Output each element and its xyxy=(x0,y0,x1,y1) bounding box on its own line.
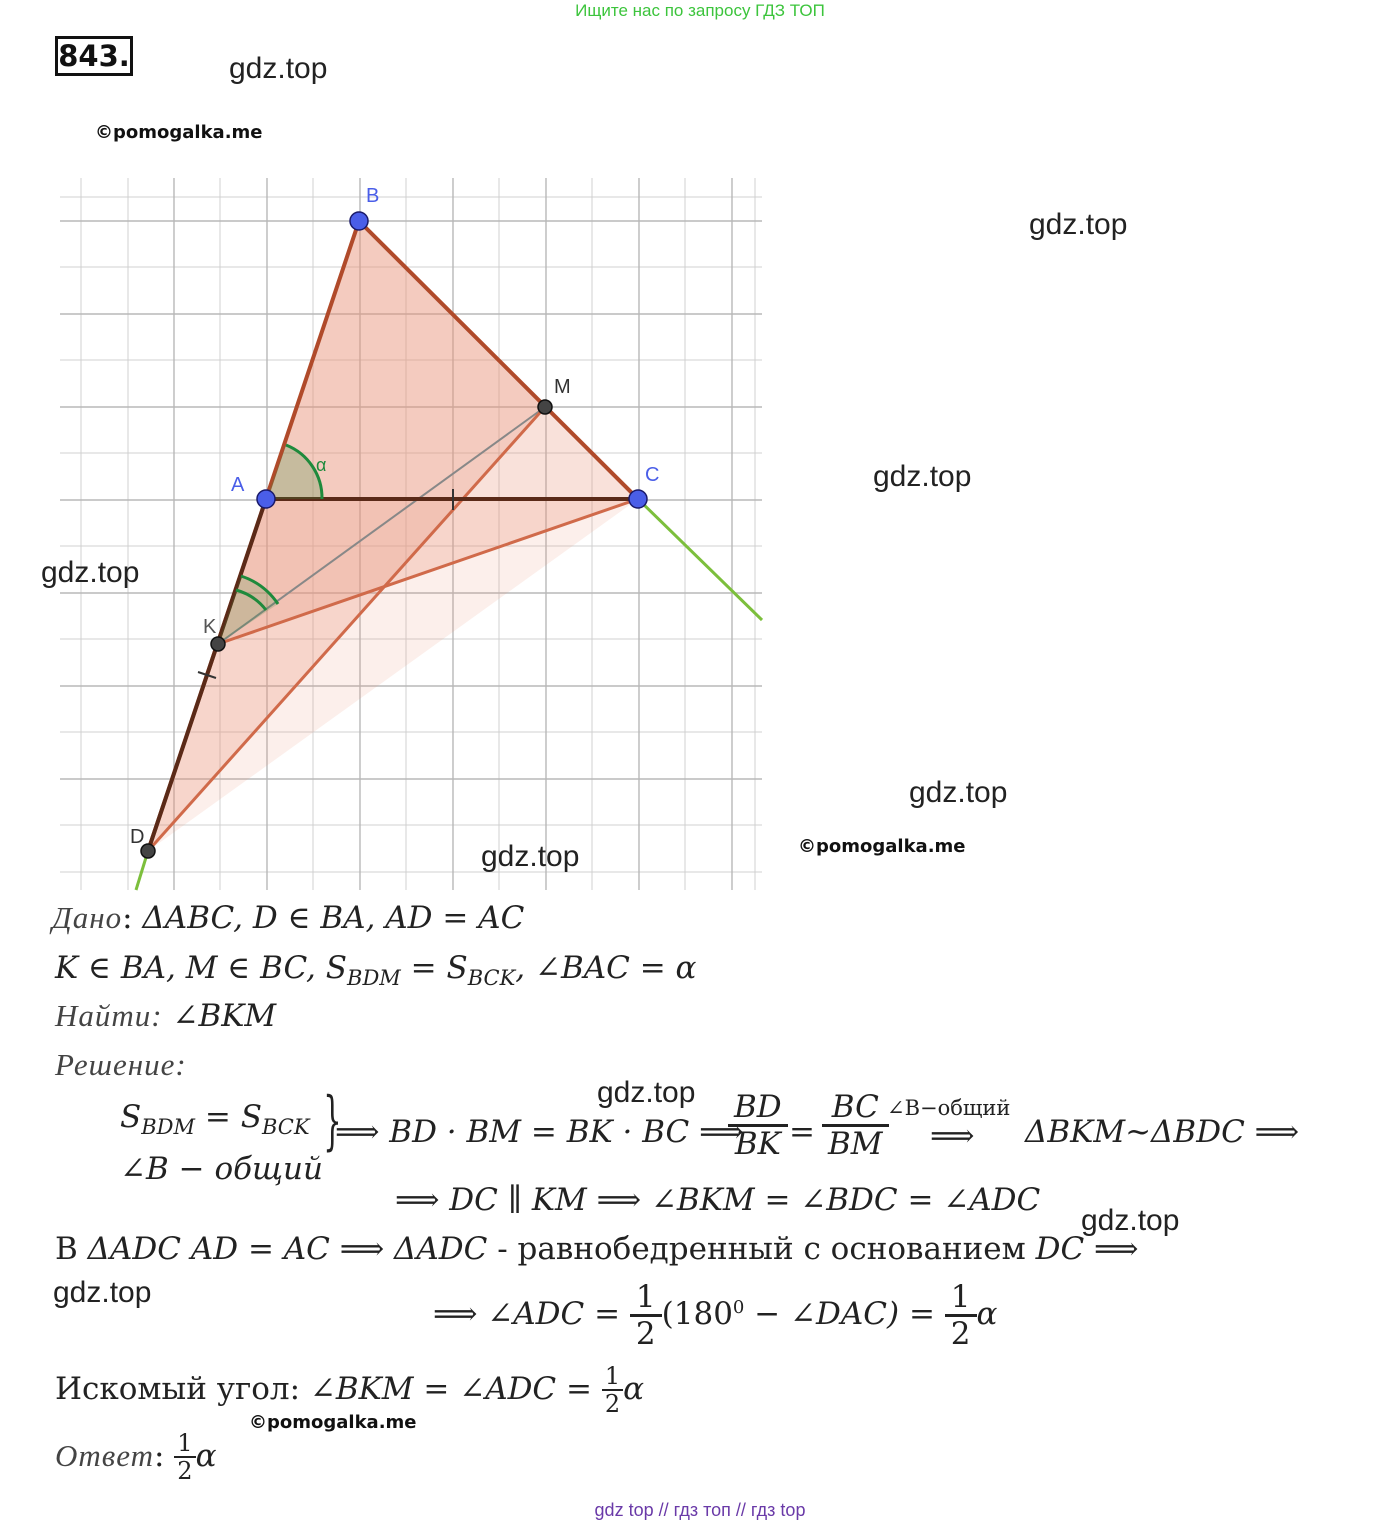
watermark-gdz: gdz.top xyxy=(53,1276,152,1309)
system-line-2: ∠B − общий xyxy=(120,1151,323,1188)
line3-text: - равнобедренный с основанием xyxy=(487,1231,1036,1267)
geometry-figure xyxy=(0,0,800,900)
watermark-gdz: gdz.top xyxy=(481,840,580,873)
solution-label: Решение: xyxy=(55,1047,187,1082)
label-c: C xyxy=(645,464,660,486)
label-m: M xyxy=(554,376,571,398)
given-line-1: Дано: ΔABC, D ∈ BA, AD = AC xyxy=(52,900,525,936)
top-banner: Ищите нас по запросу ГДЗ ТОП xyxy=(575,1,825,20)
given-sub-bdm: BDM xyxy=(347,966,401,991)
given-expr-1: ΔABC, D ∈ BA, AD = AC xyxy=(142,900,525,936)
watermark-pomogalka: ©pomogalka.me xyxy=(798,836,966,857)
watermark-pomogalka: ©pomogalka.me xyxy=(95,122,263,143)
half-num-2: 1 xyxy=(945,1280,977,1317)
line-bc-extension xyxy=(638,499,762,620)
half-den-2: 2 xyxy=(950,1316,971,1353)
point-a xyxy=(257,490,275,508)
answer-label: Ответ xyxy=(55,1437,154,1473)
given-label: Дано xyxy=(52,900,123,935)
line4-lhs: ⟹ ∠ADC = xyxy=(433,1296,621,1333)
answer-num: 1 xyxy=(174,1430,195,1458)
half-den: 2 xyxy=(635,1316,656,1353)
common-angle-note: ∠B−общий xyxy=(887,1096,1011,1120)
watermark-gdz: gdz.top xyxy=(41,556,140,589)
triangle-adc xyxy=(148,499,638,851)
line4-degree: 0 xyxy=(732,1296,745,1318)
watermark-gdz: gdz.top xyxy=(1081,1204,1180,1237)
frac-bm: BM xyxy=(828,1126,883,1163)
line3-expr: ΔADC AD = AC ⟹ ΔADC xyxy=(87,1231,488,1267)
label-a: A xyxy=(231,474,245,496)
given-line-2 xyxy=(55,950,696,990)
fraction-bc-bm xyxy=(822,1090,889,1161)
given-expr-2b: = S xyxy=(400,950,468,986)
line3-v: В xyxy=(55,1231,88,1267)
label-b: B xyxy=(366,185,380,207)
system-sub-bck: BCK xyxy=(261,1115,310,1140)
watermark-gdz: gdz.top xyxy=(909,776,1008,809)
watermark-gdz: gdz.top xyxy=(873,460,972,493)
point-k xyxy=(211,637,225,651)
given-sub-bck: BCK xyxy=(467,966,516,991)
given-expr-2c: , ∠BAC = α xyxy=(515,950,697,986)
sought-half-num: 1 xyxy=(602,1363,623,1391)
sought-half-den: 2 xyxy=(604,1390,621,1419)
line4-paren: (180 xyxy=(661,1296,733,1333)
answer-alpha: α xyxy=(195,1437,217,1474)
frac-bd: BD xyxy=(728,1090,788,1127)
find-expr: ∠BKM xyxy=(172,998,277,1034)
fraction-bd-bk xyxy=(728,1090,788,1161)
answer-line: Ответ: $\frac{1}{2}$ α xyxy=(55,1429,217,1486)
solution-line-4 xyxy=(433,1280,997,1351)
similarity: ΔBKM~ΔBDC ⟹ xyxy=(1025,1114,1300,1150)
watermark-pomogalka: ©pomogalka.me xyxy=(249,1412,417,1433)
arrow-implies: ⟹ xyxy=(930,1118,975,1154)
half-num: 1 xyxy=(630,1280,662,1317)
point-c xyxy=(629,490,647,508)
point-m xyxy=(538,400,552,414)
footer-links: gdz top // гдз топ // гдз top xyxy=(594,1500,806,1520)
task-number: 843. xyxy=(55,36,133,76)
line4-alpha: α xyxy=(976,1296,998,1333)
label-d: D xyxy=(130,826,145,848)
frac-bc: BC xyxy=(822,1090,889,1127)
line3-dc: DC ⟹ xyxy=(1035,1231,1139,1267)
watermark-gdz: gdz.top xyxy=(597,1076,696,1109)
solution-system xyxy=(120,1096,323,1190)
sought-alpha: α xyxy=(623,1370,645,1407)
find-label: Найти: xyxy=(55,998,163,1033)
watermark-gdz: gdz.top xyxy=(229,52,328,85)
sought-angle-line xyxy=(55,1363,644,1418)
answer-den: 2 xyxy=(177,1457,193,1486)
solution-eq-1: ⟹ BD · BM = BK · BC ⟹ xyxy=(335,1114,744,1150)
system-brace: } xyxy=(323,1084,342,1158)
point-b xyxy=(350,212,368,230)
watermark-gdz: gdz.top xyxy=(1029,208,1128,241)
label-k: K xyxy=(203,616,217,638)
find-line xyxy=(55,998,276,1034)
system-s1: S xyxy=(120,1099,142,1135)
solution-line-2: ⟹ DC ∥ KM ⟹ ∠BKM = ∠BDC = ∠ADC xyxy=(395,1182,1041,1218)
system-sub-bdm: BDM xyxy=(141,1115,196,1140)
frac-bk: BK xyxy=(734,1126,781,1163)
system-s2: = S xyxy=(195,1099,262,1135)
sought-label: Искомый угол: xyxy=(55,1370,310,1407)
eq-sign: = xyxy=(789,1114,815,1150)
line4-rest: − ∠DAC) = xyxy=(744,1296,935,1333)
solution-line-3 xyxy=(55,1231,1138,1267)
label-alpha: α xyxy=(316,455,327,475)
given-expr-2a: K ∈ BA, M ∈ BC, S xyxy=(55,950,348,986)
sought-expr: ∠BKM = ∠ADC = xyxy=(309,1370,592,1407)
